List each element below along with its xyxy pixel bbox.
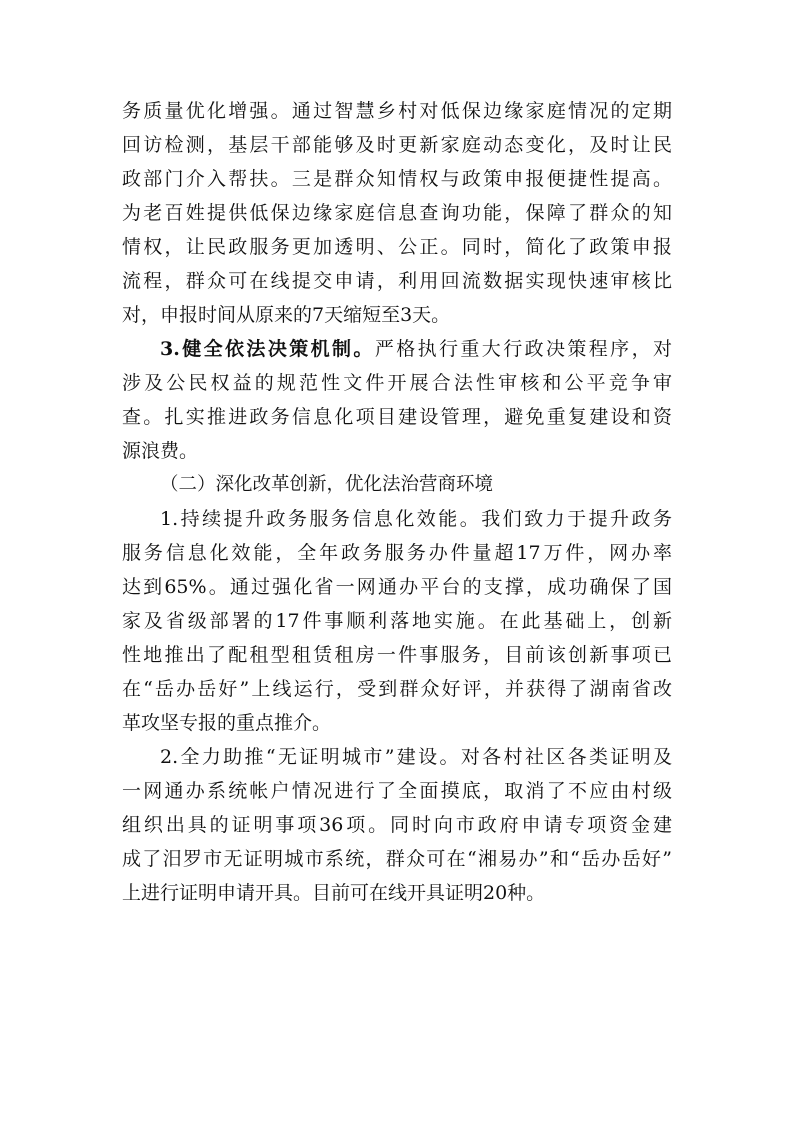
document-body: [122, 94, 672, 910]
text-line: 达到65%。通过强化省一网通办平台的支撑，成功确保了国: [122, 576, 672, 598]
text-line: 务质量优化增强。通过智慧乡村对低保边缘家庭情况的定期: [122, 100, 672, 122]
text-line: 组织出具的证明事项36项。同时向市政府申请专项资金建: [122, 814, 672, 836]
text-line: 革攻坚专报的重点推介。: [122, 712, 332, 734]
text-line: 2.全力助推“无证明城市”建设。对各村社区各类证明及: [160, 746, 672, 768]
text-line: 成了汨罗市无证明城市系统，群众可在“湘易办”和“岳办岳好”: [122, 848, 672, 870]
item-text: 严格执行重大行政决策程序，对: [374, 338, 672, 360]
item-heading: 3.健全依法决策机制。: [160, 338, 375, 360]
paragraph-no-certificate-city: [122, 740, 672, 910]
text-line: 服务信息化效能，全年政务服务办件量超17万件，网办率: [122, 542, 672, 564]
text-line: 政部门介入帮扶。三是群众知情权与政策申报便捷性提高。: [122, 168, 672, 190]
text-line: 1.持续提升政务服务信息化效能。我们致力于提升政务: [160, 508, 672, 530]
text-line: 为老百姓提供低保边缘家庭信息查询功能，保障了群众的知: [122, 202, 672, 224]
text-line: 上进行证明申请开具。目前可在线开具证明20种。: [122, 882, 546, 904]
paragraph-continued: [122, 94, 672, 332]
text-line: 流程，群众可在线提交申请，利用回流数据实现快速审核比: [122, 270, 672, 292]
text-line: 性地推出了配租型租赁租房一件事服务，目前该创新事项已: [122, 644, 672, 666]
paragraph-digital-services: [122, 502, 672, 740]
paragraph-decision-mechanism: [122, 332, 672, 468]
text-line: 家及省级部署的17件事顺利落地实施。在此基础上，创新: [122, 610, 672, 632]
text-line: 情权，让民政服务更加透明、公正。同时，简化了政策申报: [122, 236, 672, 258]
section-heading: （二）深化改革创新，优化法治营商环境: [160, 474, 494, 495]
text-line: 查。扎实推进政务信息化项目建设管理，避免重复建设和资: [122, 406, 672, 428]
text-line: 对，申报时间从原来的7天缩短至3天。: [122, 304, 451, 326]
text-line: [122, 332, 672, 366]
text-line: 一网通办系统帐户情况进行了全面摸底，取消了不应由村级: [122, 780, 672, 802]
text-line: 源浪费。: [122, 440, 199, 462]
text-line: 涉及公民权益的规范性文件开展合法性审核和公平竞争审: [122, 372, 672, 394]
text-line: 回访检测，基层干部能够及时更新家庭动态变化，及时让民: [122, 134, 672, 156]
text-line: 在“岳办岳好”上线运行，受到群众好评，并获得了湖南省改: [122, 678, 672, 700]
